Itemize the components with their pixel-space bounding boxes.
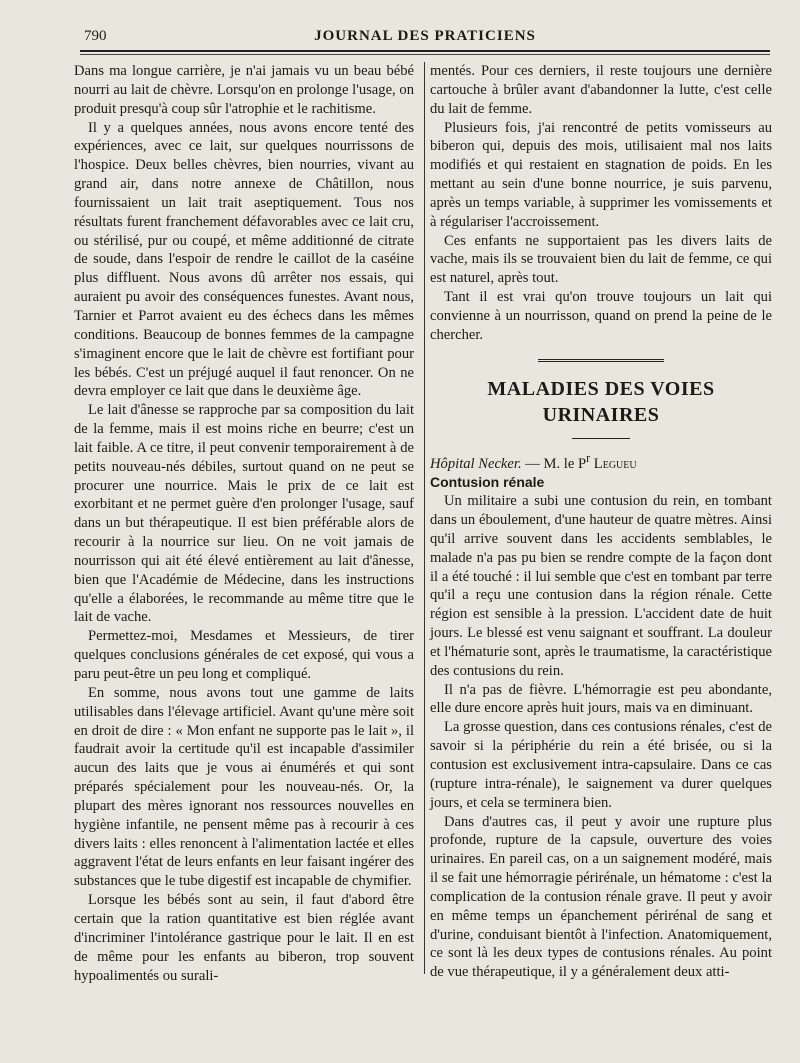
header-rule bbox=[80, 50, 770, 52]
paragraph: Le lait d'ânesse se rapproche par sa composition du lait de la femme, mais il est moins riche en beurre; c'est un lait faible. A ce titre, il peut convenir temporairement à de petits nouveau-nés débiles, surtout quand on ne peut se procurer une nourrice. Mais le prix de ce lait est exorbitant et ne permet guère d'en prolonger l'usage, sauf dans un but thérapeutique. Il est bien préférable alors de recourir à la nourrice sur lieu. On ne voit jamais de nourrisson qui ait été élevé entièrement au lait d'ânesse, bien que l'Académie de Médecine, dans les instructions qu'elle a élaborées, le recommande au même titre que le lait de vache. bbox=[74, 402, 414, 626]
article-byline bbox=[430, 449, 772, 474]
page-number: 790 bbox=[84, 28, 107, 44]
article-subtitle: Contusion rénale bbox=[430, 474, 545, 491]
byline-title-sup: r bbox=[586, 450, 591, 465]
paragraph: Plusieurs fois, j'ai rencontré de petits vomisseurs au biberon qui, depuis des mois, utilisaient mal nos laits modifiés et qui restaient en stagnation de poids. En les mettant au sein d'une bonne nourrice, je suis parvenu, après un temps variable, à supprimer les vomissements et à régulariser l'accroissement. bbox=[430, 119, 772, 230]
paragraph: Ces enfants ne supportaient pas les divers laits de vache, mais ils se trouvaient bien du lait de femme, ce qui est naturel, après tout. bbox=[430, 232, 772, 287]
header-rule-thin bbox=[80, 54, 770, 55]
byline-separator: — M. le P bbox=[521, 455, 587, 472]
byline-author: Legueu bbox=[593, 455, 637, 472]
paragraph: mentés. Pour ces derniers, il reste toujours une dernière cartouche à brûler avant d'abandonner la lutte, c'est celle du lait de femme. bbox=[430, 63, 772, 117]
paragraph: Dans ma longue carrière, je n'ai jamais vu un beau bébé nourri au lait de chèvre. Lorsqu'on en prolonge l'usage, on produit presqu'à coup sûr l'atrophie et le rachitisme. bbox=[74, 63, 414, 117]
right-column bbox=[430, 62, 772, 982]
column-divider bbox=[424, 62, 425, 974]
journal-title: JOURNAL DES PRATICIENS bbox=[314, 28, 536, 44]
paragraph: En somme, nous avons tout une gamme de laits utilisables dans l'élevage artificiel. Avant qu'une mère soit en droit de dire : « Mon enfant ne supporte pas le lait », il faudrait avoir la certitude qu'il est incapable d'assimiler aucun des laits que je vous ai énumérés et qui sont préparés spécialement pour les nouveau-nés. Or, la plupart des mères ignorant nos ressources nouvelles en hygiène infantile, ne pensent même pas à recourir à ces divers laits : elles renoncent à l'alimentation lactée et elles aggravent l'état de leurs enfants en leur faisant ingérer des substances que le tube digestif est incapable de chymifier. bbox=[74, 684, 414, 890]
right-column-top bbox=[430, 62, 772, 345]
paragraph: La grosse question, dans ces contusions rénales, c'est de savoir si la périphérie du rein a été brisée, ou si la contusion est exclusivement intra-capsulaire. Dans ce cas (rupture intra-rénale), le saignement va durer quelques jours, et cela se terminera bien. bbox=[430, 719, 772, 811]
right-column-bottom bbox=[430, 492, 772, 982]
paragraph: Tant il est vrai qu'on trouve toujours un lait qui convienne à un nourrisson, quand on prend la peine de le chercher. bbox=[430, 289, 772, 343]
running-head bbox=[80, 26, 770, 48]
section-rule-double bbox=[538, 359, 664, 362]
paragraph: Il y a quelques années, nous avons encore tenté des expériences, avec ce lait, sur quelques nourrissons de l'hospice. Deux belles chèvres, bien nourries, vivant au grand air, dans notre annexe de Châtillon, nous fournissaient un lait trait aseptiquement. Tous nos résultats furent franchement défavorables avec ce lait cru, ou stérilisé, pur ou coupé, et même additionné de citrate de soude, dans l'espoir de rendre le caillot de la caséine plus diffluent. Nous avons dû arrêter nos essais, qui auraient pu avoir des conséquences funestes. Avant nous, Tarnier et Parrot avaient eu des échecs dans les mêmes conditions. Beaucoup de bonnes femmes de la campagne s'imaginent encore que le lait de chèvre est fortifiant pour les bébés. C'est un préjugé auquel il faut renoncer. On ne devra employer ce lait que dans le deuxième âge. bbox=[74, 119, 414, 400]
paragraph: Dans d'autres cas, il peut y avoir une rupture plus profonde, rupture de la capsule, ouverture des voies urinaires. En pareil cas, on a un saignement modéré, mais il se fait une hémorragie périrénale, un hématome : c'est la complication de la contusion rénale grave. Il peut y avoir en même temps un épanchement périrénal de sang et d'urine, conduisant bientôt à l'infection. Anatomiquement, ce sont là les deux types de contusions rénales. Au point de vue thérapeutique, il y a généralement deux atti- bbox=[430, 813, 772, 981]
section-title: MALADIES DES VOIES URINAIRES bbox=[487, 377, 715, 426]
left-column bbox=[74, 62, 414, 985]
byline-place: Hôpital Necker. bbox=[430, 455, 522, 472]
section-rule-short bbox=[572, 438, 630, 439]
paragraph: Lorsque les bébés sont au sein, il faut d'abord être certain que la ration quantitative est bien réglée avant d'incriminer l'intolérance gastrique pour le lait. Il en est de même pour les enfants au biberon, trop souvent hypoalimentés ou surali- bbox=[74, 892, 414, 984]
paragraph: Il n'a pas de fièvre. L'hémorragie est peu abondante, elle dure encore après huit jours, mais va en diminuant. bbox=[430, 681, 772, 717]
paragraph: Permettez-moi, Mesdames et Messieurs, de tirer quelques conclusions générales de cet exposé, qui vous a paru peut-être un peu long et compliqué. bbox=[74, 628, 414, 682]
paragraph: Un militaire a subi une contusion du rein, en tombant dans un éboulement, d'une hauteur de quatre mètres. Ainsi qu'il arrive souvent dans les accidents semblables, le malade n'a pas pu bien se rendre compte de la façon dont il a été touché : il lui semble que c'est en tombant par terre qu'il a reçu une contusion dans la région rénale. Cette région est sensible à la pression. L'accident date de huit jours. Le blessé est venu saignant et souffrant. La douleur et l'hématurie sont, après le traumatisme, la caractéristique des contusions du rein. bbox=[430, 493, 772, 679]
